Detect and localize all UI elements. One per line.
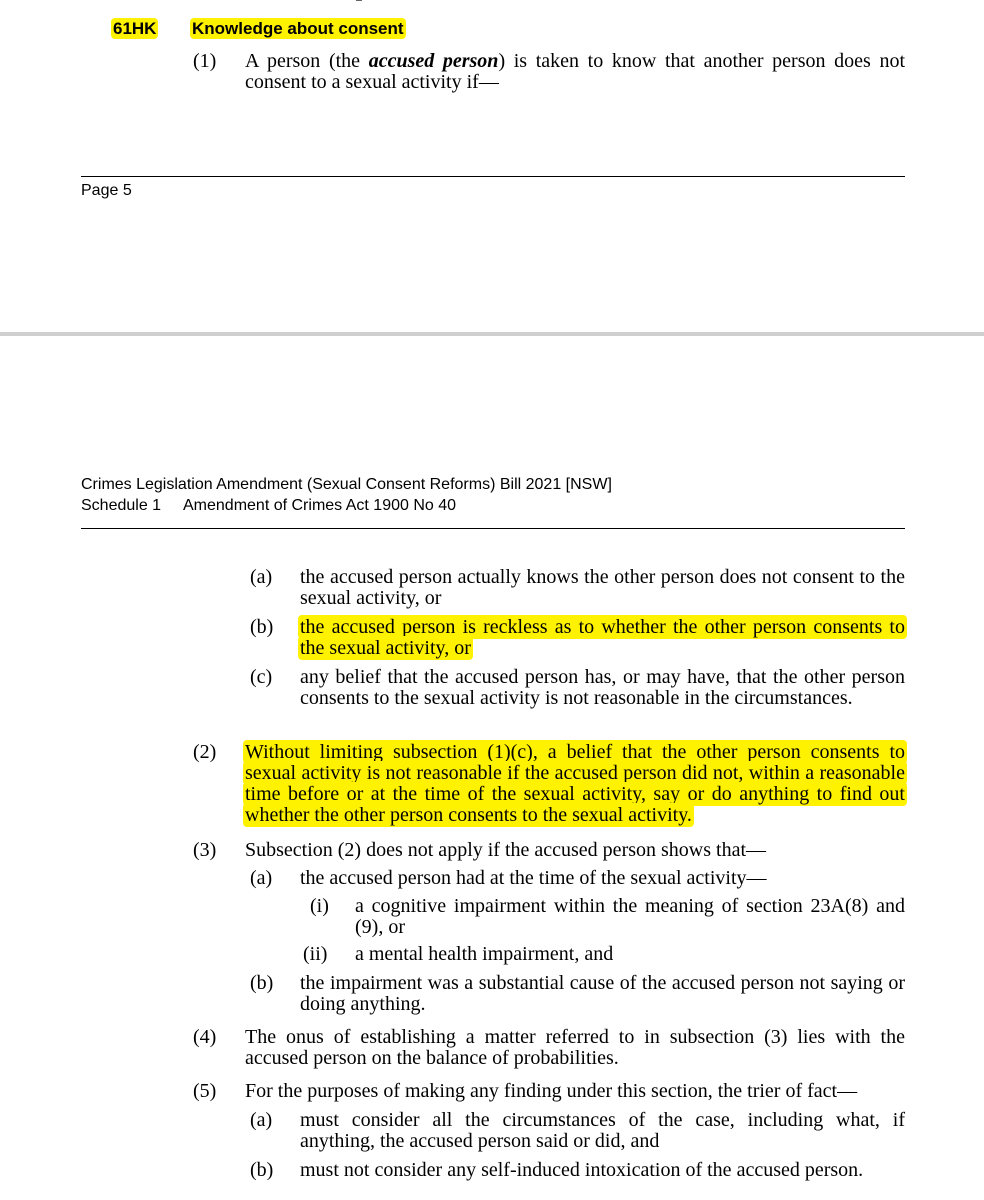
defined-term: accused person [368, 50, 499, 72]
subsection-5-b-text: must not consider any self-induced intoxication of the accused person. [300, 1159, 864, 1181]
paragraph-number: (b) [250, 972, 274, 994]
paragraph-b-text [300, 617, 905, 659]
subsection-number: (4) [193, 1026, 217, 1048]
paragraph-number: (a) [250, 1109, 273, 1131]
subsection-3-ii-text: a mental health impairment, and [355, 943, 614, 965]
footer-rule [81, 176, 905, 177]
header-rule [81, 528, 905, 529]
subsection-1-text: A person (the accused person) is taken to know that another person does not consent to a sexual activity if— [245, 50, 906, 93]
subsection-3-b-text: the impairment was a substantial cause of the accused person not saying or doing anything. [300, 972, 905, 1015]
subparagraph-number: (ii) [303, 943, 328, 965]
section-title: Knowledge about consent [192, 19, 404, 38]
subsection-3-a-text: the accused person had at the time of the sexual activity— [300, 867, 767, 889]
paragraph-number: (a) [250, 566, 273, 588]
subparagraph-number: (i) [310, 895, 329, 917]
highlighted-text: Without limiting subsection (1)(c), a belief that the other person consents to sexual activity is not reasonable if the accused person did not, within a reasonable time before or at the time of the sexual activity, say or do anything to find out whether the other person consents to the sexual activity. [245, 741, 905, 826]
text-fragment [356, 0, 362, 1]
schedule-label: Schedule 1 [81, 497, 162, 514]
subsection-number: (5) [193, 1080, 217, 1102]
paragraph-number: (a) [250, 867, 273, 889]
subsection-5-text: For the purposes of making any finding under this section, the trier of fact— [245, 1080, 858, 1102]
subsection-3-text: Subsection (2) does not apply if the accused person shows that— [245, 839, 767, 861]
subsection-number: (1) [193, 50, 217, 72]
schedule-title: Amendment of Crimes Act 1900 No 40 [183, 497, 457, 514]
paragraph-a-text: the accused person actually knows the other person does not consent to the sexual activity, or [300, 566, 905, 609]
paragraph-number: (b) [250, 616, 274, 638]
subsection-number: (3) [193, 839, 217, 861]
subsection-4-text: The onus of establishing a matter referred to in subsection (3) lies with the accused person on the balance of probabilities. [245, 1026, 905, 1069]
page-separator [0, 332, 984, 336]
subsection-3-i-text: a cognitive impairment within the meaning of section 23A(8) and (9), or [355, 895, 905, 938]
paragraph-number: (b) [250, 1159, 274, 1181]
subsection-5-a-text: must consider all the circumstances of the case, including what, if anything, the accused person said or did, and [300, 1109, 905, 1152]
section-number: 61HK [113, 19, 157, 38]
page-number: Page 5 [81, 182, 132, 199]
highlighted-text: the accused person is reckless as to whether the other person consents to the sexual activity, or [300, 616, 905, 659]
paragraph-number: (c) [250, 666, 273, 688]
bill-title: Crimes Legislation Amendment (Sexual Consent Reforms) Bill 2021 [NSW] [81, 476, 612, 493]
section-heading [113, 19, 156, 39]
subsection-number: (2) [193, 741, 217, 763]
paragraph-c-text: any belief that the accused person has, or may have, that the other person consents to the sexual activity is not reasonable in the circumstances. [300, 666, 905, 709]
subsection-2-text [245, 742, 905, 826]
